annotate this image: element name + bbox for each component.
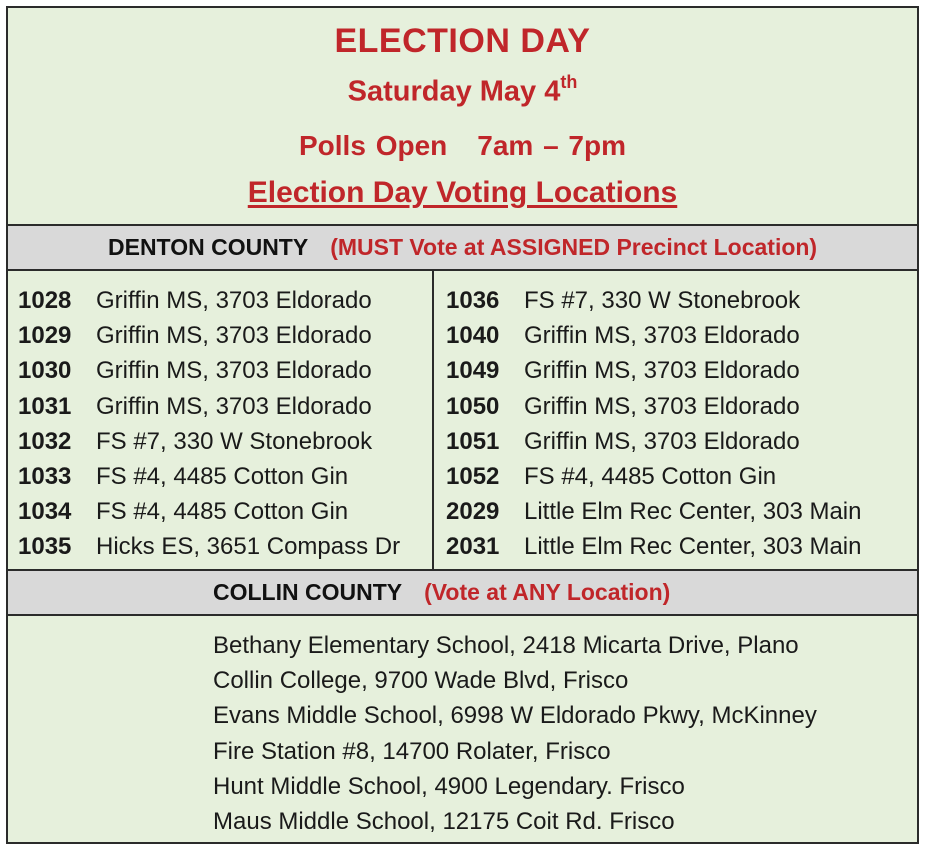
precinct-row <box>18 318 400 353</box>
polls-hours-line <box>8 130 917 162</box>
precinct-number: 1040 <box>446 322 500 350</box>
election-flyer <box>6 6 919 844</box>
flyer-title: ELECTION DAY <box>334 22 591 60</box>
precinct-number: 1035 <box>18 533 72 561</box>
collin-location-list <box>213 628 817 839</box>
precinct-row <box>446 424 862 459</box>
precinct-location: FS #4, 4485 Cotton Gin <box>96 462 349 490</box>
precinct-location: Griffin MS, 3703 Eldorado <box>96 287 372 314</box>
denton-precinct-table <box>8 271 917 569</box>
precinct-row <box>446 283 862 318</box>
precinct-row <box>18 424 400 459</box>
locations-heading: Election Day Voting Locations <box>247 176 678 209</box>
precinct-location: Griffin MS, 3703 Eldorado <box>96 392 372 420</box>
precinct-number: 1049 <box>446 357 500 385</box>
precinct-number: 1050 <box>446 392 500 420</box>
precinct-number: 2031 <box>446 533 500 561</box>
collin-location-item: Maus Middle School, 12175 Coit Rd. Frisco <box>213 807 675 835</box>
precinct-row <box>446 318 862 353</box>
precinct-row <box>446 353 862 388</box>
precinct-location: FS #7, 330 W Stonebrook <box>524 287 801 314</box>
precinct-number: 1028 <box>18 287 72 314</box>
precinct-location: Griffin MS, 3703 Eldorado <box>96 357 372 385</box>
precinct-row <box>446 389 862 424</box>
collin-county-header <box>8 569 917 616</box>
collin-county-label: COLLIN COUNTY <box>213 579 403 605</box>
election-date-suffix: th <box>560 72 578 92</box>
precinct-location: Little Elm Rec Center, 303 Main <box>524 498 862 526</box>
precinct-row <box>446 529 862 564</box>
precinct-row <box>18 283 400 318</box>
precinct-row <box>18 389 400 424</box>
denton-county-label: DENTON COUNTY <box>108 234 309 260</box>
precinct-number: 1051 <box>446 427 500 455</box>
denton-county-header <box>8 224 917 271</box>
collin-location-item: Collin College, 9700 Wade Blvd, Frisco <box>213 667 629 695</box>
collin-location-item: Hunt Middle School, 4900 Legendary. Frisco <box>213 772 685 800</box>
precinct-number: 1029 <box>18 322 72 350</box>
polls-hours: 7am – 7pm <box>477 130 626 161</box>
precinct-row <box>18 494 400 529</box>
precinct-location: Griffin MS, 3703 Eldorado <box>524 322 800 350</box>
collin-location-item: Fire Station #8, 14700 Rolater, Frisco <box>213 737 611 765</box>
precinct-location: FS #4, 4485 Cotton Gin <box>524 462 777 490</box>
precinct-number: 1032 <box>18 427 72 455</box>
precinct-number: 1031 <box>18 392 72 420</box>
polls-label: Polls Open <box>299 130 448 161</box>
precinct-number: 1052 <box>446 462 500 490</box>
collin-location-item: Evans Middle School, 6998 W Eldorado Pkwy, McKinney <box>213 702 817 730</box>
precinct-row <box>18 529 400 564</box>
denton-right-column <box>446 283 862 565</box>
flyer-header <box>8 8 917 224</box>
precinct-number: 2029 <box>446 498 500 526</box>
column-divider <box>432 271 434 569</box>
precinct-location: Little Elm Rec Center, 303 Main <box>524 533 862 561</box>
precinct-number: 1033 <box>18 462 72 490</box>
precinct-number: 1030 <box>18 357 72 385</box>
precinct-number: 1036 <box>446 287 500 314</box>
collin-location-item: Bethany Elementary School, 2418 Micarta Drive, Plano <box>213 632 799 659</box>
precinct-location: Hicks ES, 3651 Compass Dr <box>96 533 401 561</box>
precinct-row <box>18 459 400 494</box>
precinct-location: Griffin MS, 3703 Eldorado <box>524 427 800 455</box>
precinct-row <box>18 353 400 388</box>
precinct-location: Griffin MS, 3703 Eldorado <box>524 392 800 420</box>
election-date-main: Saturday May 4 <box>347 75 561 108</box>
precinct-location: FS #7, 330 W Stonebrook <box>96 427 373 455</box>
precinct-number: 1034 <box>18 498 72 526</box>
precinct-row <box>446 459 862 494</box>
collin-county-note: (Vote at ANY Location) <box>424 579 671 605</box>
denton-county-note: (MUST Vote at ASSIGNED Precinct Location) <box>330 234 818 260</box>
precinct-location: Griffin MS, 3703 Eldorado <box>96 322 372 350</box>
precinct-location: FS #4, 4485 Cotton Gin <box>96 498 349 526</box>
denton-left-column <box>18 283 400 565</box>
precinct-row <box>446 494 862 529</box>
precinct-location: Griffin MS, 3703 Eldorado <box>524 357 800 385</box>
election-date <box>8 74 917 109</box>
